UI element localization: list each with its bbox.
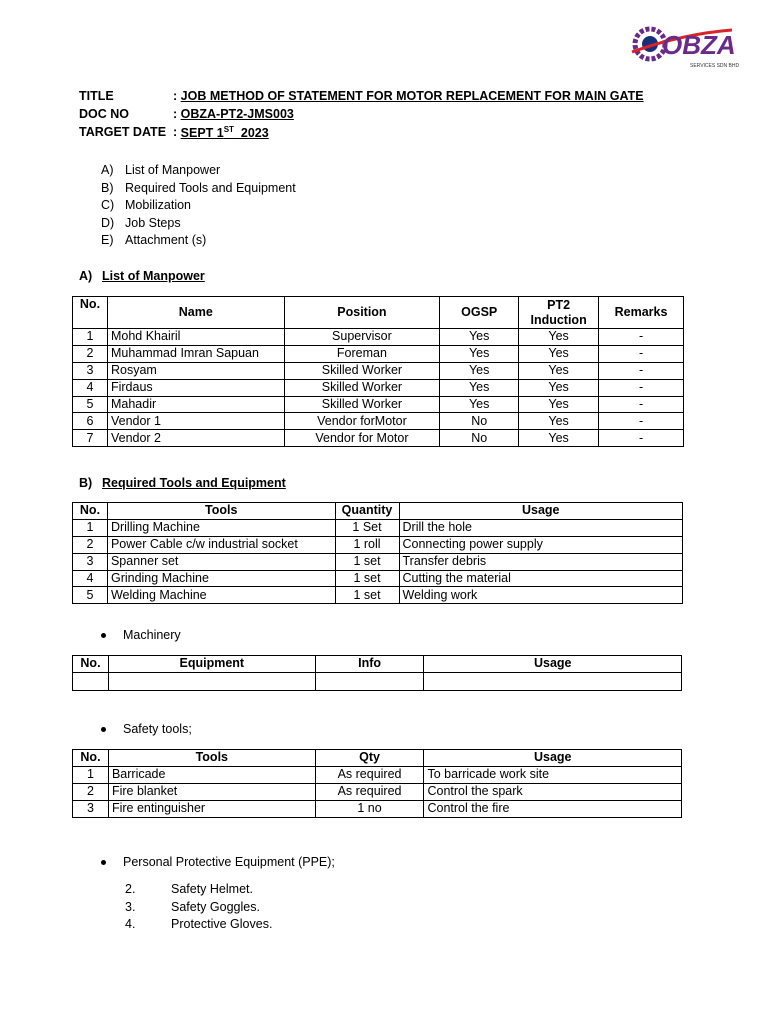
logo-text: OBZA bbox=[662, 30, 736, 60]
machinery-table bbox=[72, 655, 682, 691]
table-cell: Yes bbox=[519, 345, 599, 362]
company-logo bbox=[632, 24, 740, 70]
table-cell: 4 bbox=[73, 379, 108, 396]
table-cell: Supervisor bbox=[284, 329, 440, 346]
table-row bbox=[73, 362, 684, 379]
table-cell: 3 bbox=[73, 362, 108, 379]
safety-bullet: Safety tools; bbox=[101, 722, 192, 736]
col-header: Equipment bbox=[108, 656, 315, 673]
table-cell: Firdaus bbox=[107, 379, 284, 396]
table-cell: Yes bbox=[519, 329, 599, 346]
table-cell bbox=[108, 672, 315, 690]
table-cell: Vendor for Motor bbox=[284, 430, 440, 447]
table-cell: 2 bbox=[73, 783, 109, 800]
table-row bbox=[73, 430, 684, 447]
table-cell: Control the fire bbox=[424, 800, 682, 817]
table-cell: Yes bbox=[519, 430, 599, 447]
toc-item: C) Mobilization bbox=[101, 198, 192, 213]
table-cell: Yes bbox=[519, 413, 599, 430]
table-cell: Skilled Worker bbox=[284, 396, 440, 413]
table-cell: 1 no bbox=[315, 800, 424, 817]
table-cell: Fire blanket bbox=[108, 783, 315, 800]
col-header: No. bbox=[73, 750, 109, 767]
section-a-heading: A) List of Manpower bbox=[79, 269, 205, 283]
section-b-heading: B) Required Tools and Equipment bbox=[79, 476, 286, 490]
table-cell: Mahadir bbox=[107, 396, 284, 413]
ppe-bullet: Personal Protective Equipment (PPE); bbox=[101, 855, 335, 869]
table-cell: 3 bbox=[73, 800, 109, 817]
logo-subtext: SERVICES SDN BHD bbox=[690, 63, 740, 69]
table-cell: 2 bbox=[73, 536, 108, 553]
table-cell: No bbox=[440, 413, 519, 430]
table-cell: Connecting power supply bbox=[399, 536, 683, 553]
table-cell: Yes bbox=[519, 396, 599, 413]
machinery-bullet: Machinery bbox=[101, 628, 181, 642]
table-cell: - bbox=[599, 362, 684, 379]
table-row bbox=[73, 553, 683, 570]
table-cell: To barricade work site bbox=[424, 766, 682, 783]
table-cell bbox=[424, 672, 682, 690]
table-row bbox=[73, 345, 684, 362]
table-cell: - bbox=[599, 396, 684, 413]
table-cell: 7 bbox=[73, 430, 108, 447]
docno-row: DOC NO : OBZA-PT2-JMS003 bbox=[79, 107, 294, 121]
table-cell: 1 bbox=[73, 519, 108, 536]
col-header: PT2 Induction bbox=[519, 297, 599, 329]
table-row bbox=[73, 672, 682, 690]
title-value: JOB METHOD OF STATEMENT FOR MOTOR REPLACEMENT FOR MAIN GATE bbox=[180, 89, 644, 103]
table-row bbox=[73, 396, 684, 413]
col-header: Tools bbox=[108, 750, 315, 767]
table-cell: - bbox=[599, 413, 684, 430]
table-cell: Welding work bbox=[399, 587, 683, 604]
table-cell: Cutting the material bbox=[399, 570, 683, 587]
col-header: Info bbox=[315, 656, 424, 673]
date-label: TARGET DATE bbox=[79, 125, 167, 139]
col-header: OGSP bbox=[440, 297, 519, 329]
table-cell: - bbox=[599, 329, 684, 346]
table-row bbox=[73, 413, 684, 430]
table-cell: Vendor forMotor bbox=[284, 413, 440, 430]
col-header: No. bbox=[73, 656, 109, 673]
ppe-item: 4. Protective Gloves. bbox=[125, 917, 273, 931]
table-cell: No bbox=[440, 430, 519, 447]
col-header: Qty bbox=[315, 750, 424, 767]
title-row: TITLE : JOB METHOD OF STATEMENT FOR MOTOR REPLACEMENT FOR MAIN GATE bbox=[79, 89, 644, 103]
table-row bbox=[73, 766, 682, 783]
table-cell: 5 bbox=[73, 396, 108, 413]
table-cell: 1 bbox=[73, 766, 109, 783]
table-row bbox=[73, 800, 682, 817]
table-cell: Foreman bbox=[284, 345, 440, 362]
col-header: Position bbox=[284, 297, 440, 329]
col-header: Usage bbox=[399, 503, 683, 520]
ppe-item: 3. Safety Goggles. bbox=[125, 900, 260, 914]
table-cell: 1 bbox=[73, 329, 108, 346]
table-row bbox=[73, 379, 684, 396]
table-cell: Grinding Machine bbox=[107, 570, 335, 587]
col-header: No. bbox=[73, 297, 108, 329]
table-row bbox=[73, 519, 683, 536]
table-cell: Yes bbox=[440, 345, 519, 362]
toc-item: B) Required Tools and Equipment bbox=[101, 180, 296, 195]
table-cell: Vendor 1 bbox=[107, 413, 284, 430]
table-cell: Yes bbox=[440, 379, 519, 396]
col-header: Quantity bbox=[335, 503, 399, 520]
table-cell: 2 bbox=[73, 345, 108, 362]
col-header: No. bbox=[73, 503, 108, 520]
manpower-table bbox=[72, 296, 684, 447]
table-cell: - bbox=[599, 345, 684, 362]
table-row bbox=[73, 587, 683, 604]
target-date-row: TARGET DATE : SEPT 1ST 2023 bbox=[79, 125, 269, 141]
table-cell: As required bbox=[315, 766, 424, 783]
toc-item: D) Job Steps bbox=[101, 215, 181, 230]
table-cell: Mohd Khairil bbox=[107, 329, 284, 346]
table-cell: Spanner set bbox=[107, 553, 335, 570]
table-cell: - bbox=[599, 430, 684, 447]
table-cell: Welding Machine bbox=[107, 587, 335, 604]
table-cell bbox=[73, 672, 109, 690]
ppe-item: 2. Safety Helmet. bbox=[125, 882, 253, 896]
table-cell: 3 bbox=[73, 553, 108, 570]
col-header: Name bbox=[107, 297, 284, 329]
table-cell: Transfer debris bbox=[399, 553, 683, 570]
date-value: SEPT 1ST 2023 bbox=[180, 125, 269, 141]
table-row bbox=[73, 570, 683, 587]
table-cell: 6 bbox=[73, 413, 108, 430]
table-cell: Drilling Machine bbox=[107, 519, 335, 536]
table-cell: Yes bbox=[440, 362, 519, 379]
table-cell: Fire entinguisher bbox=[108, 800, 315, 817]
title-label: TITLE bbox=[79, 89, 114, 103]
docno-value: OBZA-PT2-JMS003 bbox=[180, 107, 294, 121]
table-cell: Barricade bbox=[108, 766, 315, 783]
safety-table bbox=[72, 749, 682, 818]
table-cell: Yes bbox=[519, 362, 599, 379]
table-cell: As required bbox=[315, 783, 424, 800]
tools-table bbox=[72, 502, 683, 604]
docno-label: DOC NO bbox=[79, 107, 129, 121]
table-cell: Skilled Worker bbox=[284, 362, 440, 379]
table-cell: 1 roll bbox=[335, 536, 399, 553]
table-cell: 1 set bbox=[335, 570, 399, 587]
table-cell: Skilled Worker bbox=[284, 379, 440, 396]
table-cell: 1 Set bbox=[335, 519, 399, 536]
table-cell: Rosyam bbox=[107, 362, 284, 379]
table-cell: Vendor 2 bbox=[107, 430, 284, 447]
table-row bbox=[73, 536, 683, 553]
col-header: Usage bbox=[424, 656, 682, 673]
toc-item: E) Attachment (s) bbox=[101, 233, 207, 248]
table-row bbox=[73, 329, 684, 346]
table-row bbox=[73, 783, 682, 800]
table-cell: Control the spark bbox=[424, 783, 682, 800]
toc-item: A) List of Manpower bbox=[101, 163, 221, 177]
table-cell: 5 bbox=[73, 587, 108, 604]
col-header: Usage bbox=[424, 750, 682, 767]
table-cell: Yes bbox=[440, 396, 519, 413]
table-cell: 4 bbox=[73, 570, 108, 587]
col-header: Remarks bbox=[599, 297, 684, 329]
table-cell: - bbox=[599, 379, 684, 396]
table-cell: Power Cable c/w industrial socket bbox=[107, 536, 335, 553]
table-of-contents bbox=[101, 162, 296, 250]
table-cell: 1 set bbox=[335, 553, 399, 570]
table-cell: Drill the hole bbox=[399, 519, 683, 536]
col-header: Tools bbox=[107, 503, 335, 520]
table-cell bbox=[315, 672, 424, 690]
table-cell: Yes bbox=[519, 379, 599, 396]
table-cell: 1 set bbox=[335, 587, 399, 604]
table-cell: Yes bbox=[440, 329, 519, 346]
table-cell: Muhammad Imran Sapuan bbox=[107, 345, 284, 362]
